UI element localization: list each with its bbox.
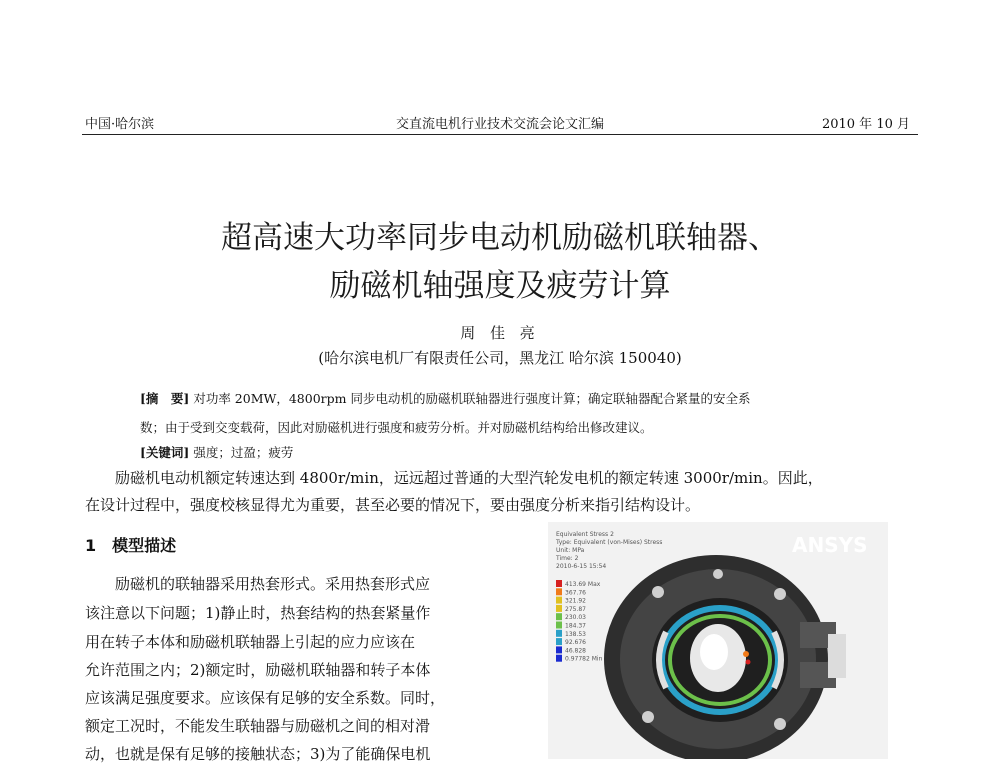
legend-swatch [556, 597, 562, 604]
legend-swatch [556, 638, 562, 645]
body-line: 额定工况时，不能发生联轴器与励磁机之间的相对滑 [85, 717, 431, 735]
body-line: 动，也就是保有足够的接触状态；3)为了能确保电机 [85, 745, 431, 763]
abstract-text-1: 对功率 20MW，4800rpm 同步电动机的励磁机联轴器进行强度计算；确定联轴器配合紧量的安全系 [193, 391, 751, 406]
bolt-hole [774, 718, 786, 730]
legend-label: 275.87 [565, 605, 586, 613]
figure-info-2: Type: Equivalent (von-Mises) Stress [556, 539, 663, 546]
figure-info-1: Equivalent Stress 2 [556, 531, 614, 538]
legend-swatch [556, 613, 562, 620]
hub-highlight [700, 634, 728, 670]
body-line: 励磁机的联轴器采用热套形式。采用热套形式应 [115, 575, 431, 593]
legend-label: 184.37 [565, 622, 586, 630]
intro-line-2: 在设计过程中，强度校核显得尤为重要，甚至必要的情况下，要由强度分析来指引结构设计。 [85, 496, 701, 514]
legend-swatch [556, 580, 562, 587]
legend-label: 367.76 [565, 589, 586, 597]
bolt-hole [713, 569, 723, 579]
figure-info-5: 2010-6-15 15:54 [556, 563, 607, 570]
body-line: 该注意以下问题；1)静止时，热套结构的热套紧量作 [85, 604, 431, 622]
stress-contour-figure [548, 522, 888, 759]
abstract-line-2: 数；由于受到交变载荷，因此对励磁机进行强度和疲劳分析。并对励磁机结构给出修改建议。 [140, 420, 653, 435]
bolt-hole [642, 711, 654, 723]
figure-info-4: Time: 2 [556, 555, 579, 562]
bolt-hole [774, 588, 786, 600]
keywords-label: [关键词] [140, 445, 190, 460]
section-heading: 1 模型描述 [85, 536, 177, 555]
legend-label: 92.676 [565, 639, 586, 647]
legend-label: 46.828 [565, 647, 586, 655]
body-line: 允许范围之内；2)额定时，励磁机联轴器和转子本体 [85, 661, 431, 679]
legend-label: 413.69 Max [565, 581, 601, 588]
header-rule [82, 134, 918, 135]
flange-tab-light [828, 634, 846, 678]
abstract-label: [摘 要] [140, 391, 190, 406]
legend-label: 321.92 [565, 597, 586, 605]
running-header-proceedings: 交直流电机行业技术交流会论文汇编 [395, 117, 604, 132]
abstract-line-1 [140, 389, 750, 407]
figure-svg [548, 522, 888, 759]
stress-hotspot [746, 660, 751, 665]
author: 周 佳 亮 [460, 324, 540, 342]
bolt-hole [652, 586, 664, 598]
body-line: 用在转子本体和励磁机联轴器上引起的应力应该在 [85, 633, 416, 651]
affiliation: (哈尔滨电机厂有限责任公司，黑龙江 哈尔滨 150040) [318, 349, 682, 367]
intro-line-1: 励磁机电动机额定转速达到 4800r/min，远远超过普通的大型汽轮发电机的额定转速 3000r/min。因此， [115, 469, 823, 487]
paper-title-line-2: 励磁机轴强度及疲劳计算 [329, 268, 671, 304]
running-header-location: 中国·哈尔滨 [85, 117, 155, 132]
legend-swatch [556, 588, 562, 595]
keywords [140, 443, 293, 461]
legend-label: 230.03 [565, 614, 586, 622]
legend-swatch [556, 646, 562, 653]
running-header-date: 2010 年 10 月 [821, 117, 910, 132]
stress-hotspot [743, 651, 749, 657]
ansys-logo: ANSYS [792, 533, 868, 557]
keywords-text: 强度；过盈；疲劳 [193, 445, 294, 460]
legend-label: 138.53 [565, 630, 586, 638]
legend-swatch [556, 655, 562, 662]
legend-swatch [556, 605, 562, 612]
legend-swatch [556, 630, 562, 637]
legend-swatch [556, 622, 562, 629]
body-line: 应该满足强度要求。应该保有足够的安全系数。同时， [85, 689, 446, 707]
figure-info-3: Unit: MPa [556, 547, 585, 554]
legend-label: 0.97782 Min [565, 655, 603, 663]
paper-title-line-1: 超高速大功率同步电动机励磁机联轴器、 [221, 220, 779, 256]
